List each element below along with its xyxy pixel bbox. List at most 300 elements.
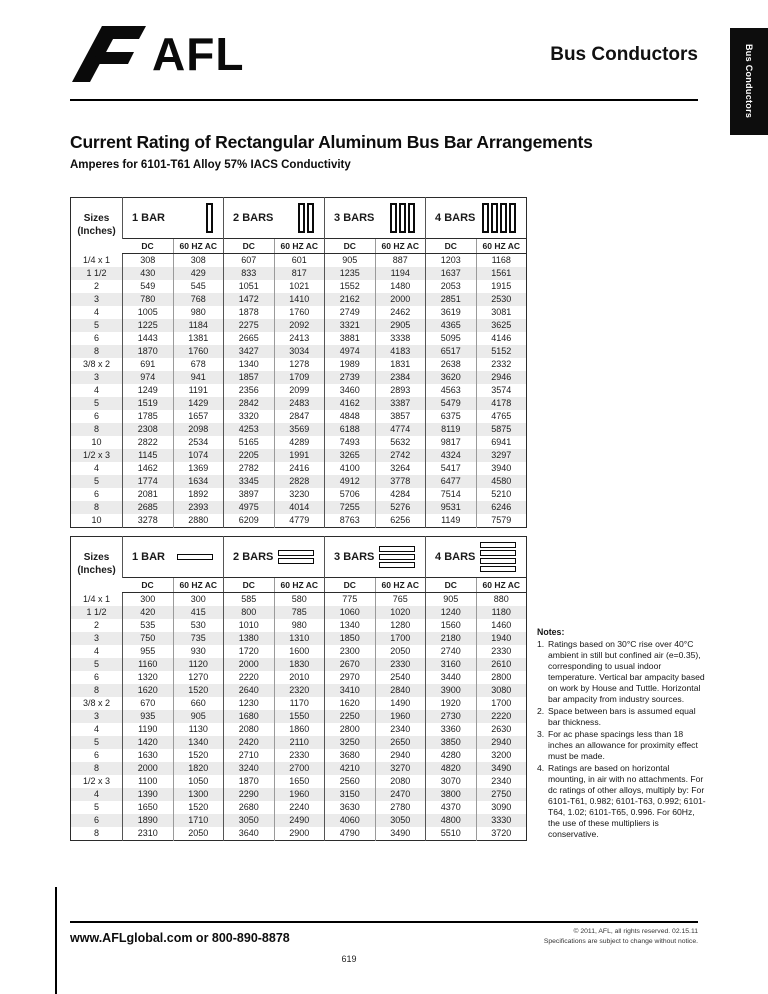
value-cell: 1870 (123, 345, 174, 358)
subcolumn-header: 60 HZ AC (375, 239, 426, 254)
value-cell: 7493 (325, 436, 376, 449)
value-cell: 2332 (476, 358, 527, 371)
value-cell: 980 (274, 619, 325, 632)
bar-shape (278, 558, 314, 564)
value-cell: 3897 (224, 488, 275, 501)
bar-shape (206, 203, 213, 233)
value-cell: 2800 (476, 671, 527, 684)
value-cell: 4253 (224, 423, 275, 436)
bar-group-label: 1 BAR (132, 212, 166, 224)
value-cell: 1050 (173, 775, 224, 788)
value-cell: 3387 (375, 397, 426, 410)
value-cell: 2530 (476, 293, 527, 306)
value-cell: 3410 (325, 684, 376, 697)
value-cell: 1785 (123, 410, 174, 423)
value-cell: 1561 (476, 267, 527, 280)
value-cell: 2638 (426, 358, 477, 371)
value-cell: 833 (224, 267, 275, 280)
value-cell: 1700 (476, 697, 527, 710)
value-cell: 1760 (274, 306, 325, 319)
value-cell: 2010 (274, 671, 325, 684)
value-cell: 1410 (274, 293, 325, 306)
table-row (71, 775, 527, 788)
value-cell: 1989 (325, 358, 376, 371)
bar-shape (298, 203, 305, 233)
size-cell: 3 (93, 294, 99, 304)
side-tab-label: Bus Conductors (744, 44, 754, 119)
value-cell: 5210 (476, 488, 527, 501)
bar-group-inner (426, 198, 526, 238)
value-cell: 1915 (476, 280, 527, 293)
subcolumn-header: 60 HZ AC (476, 239, 527, 254)
size-cell: 6 (93, 489, 99, 499)
value-cell: 2640 (224, 684, 275, 697)
value-cell: 2840 (375, 684, 426, 697)
bar-shape (307, 203, 314, 233)
bar-group-inner (123, 537, 223, 577)
value-cell: 1760 (173, 345, 224, 358)
value-cell: 2110 (274, 736, 325, 749)
value-cell: 955 (123, 645, 174, 658)
subcolumn-header: 60 HZ AC (375, 578, 426, 593)
value-cell: 2413 (274, 332, 325, 345)
value-cell: 3250 (325, 736, 376, 749)
value-cell: 1369 (173, 462, 224, 475)
value-cell: 6188 (325, 423, 376, 436)
value-cell: 735 (173, 632, 224, 645)
value-cell: 2970 (325, 671, 376, 684)
value-cell: 549 (123, 280, 174, 293)
size-cell: 8 (93, 685, 99, 695)
value-cell: 4280 (426, 749, 477, 762)
value-cell: 4790 (325, 827, 376, 841)
bar-shape (480, 558, 516, 564)
value-cell: 2680 (224, 801, 275, 814)
size-cell: 8 (93, 424, 99, 434)
value-cell: 3360 (426, 723, 477, 736)
value-cell: 2940 (476, 736, 527, 749)
bar-group-label: 3 BARS (334, 212, 375, 224)
table-row (71, 684, 527, 697)
value-cell: 4146 (476, 332, 527, 345)
size-cell: 4 (93, 307, 99, 317)
value-cell: 2851 (426, 293, 477, 306)
value-cell: 1550 (274, 710, 325, 723)
table-row (71, 501, 527, 514)
bar-group-label: 1 BAR (132, 551, 166, 563)
value-cell: 2800 (325, 723, 376, 736)
size-cell: 5 (93, 737, 99, 747)
value-cell: 3640 (224, 827, 275, 841)
value-cell: 7255 (325, 501, 376, 514)
value-cell: 2750 (476, 788, 527, 801)
size-cell: 5 (93, 320, 99, 330)
table-row (71, 475, 527, 488)
size-cell: 8 (93, 346, 99, 356)
table-row (71, 449, 527, 462)
value-cell: 430 (123, 267, 174, 280)
value-cell: 1650 (274, 775, 325, 788)
value-cell: 670 (123, 697, 174, 710)
value-cell: 308 (173, 254, 224, 268)
value-cell: 765 (375, 593, 426, 607)
value-cell: 2540 (375, 671, 426, 684)
value-cell: 3150 (325, 788, 376, 801)
value-cell: 2534 (173, 436, 224, 449)
value-cell: 1130 (173, 723, 224, 736)
value-cell: 1100 (123, 775, 174, 788)
value-cell: 5417 (426, 462, 477, 475)
value-cell: 1300 (173, 788, 224, 801)
value-cell: 1180 (476, 606, 527, 619)
value-cell: 2842 (224, 397, 275, 410)
size-cell: 6 (93, 672, 99, 682)
value-cell: 2742 (375, 449, 426, 462)
value-cell: 1620 (123, 684, 174, 697)
value-cell: 1630 (123, 749, 174, 762)
value-cell: 1060 (325, 606, 376, 619)
size-header-line1: Sizes (83, 552, 110, 564)
value-cell: 6209 (224, 514, 275, 528)
table-row (71, 410, 527, 423)
table-row (71, 645, 527, 658)
bar-group-header (123, 537, 224, 578)
page-subtitle: Amperes for 6101-T61 Alloy 57% IACS Conductivity (70, 159, 351, 171)
note-text: For ac phase spacings less than 18 inches an allowance for proximity effect must be made. (548, 729, 698, 762)
value-cell: 1680 (224, 710, 275, 723)
value-cell: 1520 (173, 749, 224, 762)
bar-shape (509, 203, 516, 233)
value-cell: 4580 (476, 475, 527, 488)
table-row (71, 436, 527, 449)
value-cell: 1340 (325, 619, 376, 632)
value-cell: 1203 (426, 254, 477, 268)
value-cell: 4820 (426, 762, 477, 775)
size-cell: 6 (93, 411, 99, 421)
value-cell: 4779 (274, 514, 325, 528)
size-cell: 6 (93, 815, 99, 825)
value-cell: 2650 (375, 736, 426, 749)
note-item (537, 706, 708, 728)
bar-shape (379, 546, 415, 552)
value-cell: 3240 (224, 762, 275, 775)
size-cell: 3/8 x 2 (82, 359, 111, 369)
size-cell: 4 (93, 646, 99, 656)
note-number: 1. (537, 639, 545, 650)
bar-group-inner (224, 198, 324, 238)
value-cell: 1600 (274, 645, 325, 658)
vertical-bars-icon (390, 203, 415, 233)
value-cell: 3034 (274, 345, 325, 358)
value-cell: 4800 (426, 814, 477, 827)
value-cell: 4289 (274, 436, 325, 449)
value-cell: 5632 (375, 436, 426, 449)
value-cell: 3778 (375, 475, 426, 488)
value-cell: 1051 (224, 280, 275, 293)
value-cell: 1960 (274, 788, 325, 801)
value-cell: 905 (173, 710, 224, 723)
value-cell: 930 (173, 645, 224, 658)
value-cell: 1519 (123, 397, 174, 410)
value-cell: 5706 (325, 488, 376, 501)
value-cell: 974 (123, 371, 174, 384)
bar-group-label: 2 BARS (233, 212, 274, 224)
value-cell: 1381 (173, 332, 224, 345)
subcolumn-header: DC (224, 578, 275, 593)
value-cell: 1520 (173, 801, 224, 814)
value-cell: 1472 (224, 293, 275, 306)
horizontal-bars-icon (177, 554, 213, 560)
table-row (71, 762, 527, 775)
value-cell: 1870 (224, 775, 275, 788)
value-cell: 1310 (274, 632, 325, 645)
bar-group-label: 4 BARS (435, 551, 476, 563)
value-cell: 935 (123, 710, 174, 723)
value-cell: 2739 (325, 371, 376, 384)
table-row (71, 736, 527, 749)
value-cell: 2081 (123, 488, 174, 501)
table-row (71, 710, 527, 723)
value-cell: 3070 (426, 775, 477, 788)
table-row (71, 332, 527, 345)
value-cell: 4060 (325, 814, 376, 827)
bar-shape (379, 562, 415, 568)
page-number: 619 (341, 954, 357, 964)
value-cell: 1960 (375, 710, 426, 723)
value-cell: 4912 (325, 475, 376, 488)
value-cell: 1160 (123, 658, 174, 671)
value-cell: 3321 (325, 319, 376, 332)
table-row (71, 371, 527, 384)
value-cell: 2782 (224, 462, 275, 475)
value-cell: 3625 (476, 319, 527, 332)
value-cell: 1184 (173, 319, 224, 332)
side-tab (730, 28, 768, 135)
value-cell: 4848 (325, 410, 376, 423)
note-text: Ratings based on 30°C rise over 40°C ambient in still but confined air (e=0.35), corresponding to usual indoor temperature. Vertical bar ampacity based on work by House and Tuttle. Horizontal bar ampacity from industry sources. (548, 639, 705, 705)
size-cell: 5 (93, 398, 99, 408)
horizontal-bars-icon (278, 550, 314, 564)
value-cell: 1940 (476, 632, 527, 645)
value-cell: 2490 (274, 814, 325, 827)
bar-group-header (426, 198, 527, 239)
value-cell: 2665 (224, 332, 275, 345)
value-cell: 3940 (476, 462, 527, 475)
value-cell: 1010 (224, 619, 275, 632)
value-cell: 2483 (274, 397, 325, 410)
value-cell: 2220 (224, 671, 275, 684)
size-cell: 5 (93, 659, 99, 669)
value-cell: 1235 (325, 267, 376, 280)
value-cell: 1920 (426, 697, 477, 710)
value-cell: 1857 (224, 371, 275, 384)
value-cell: 1520 (173, 684, 224, 697)
size-cell: 10 (91, 437, 102, 447)
disclaimer-text: Specifications are subject to change without notice. (543, 937, 698, 945)
value-cell: 1278 (274, 358, 325, 371)
value-cell: 3569 (274, 423, 325, 436)
size-column-header (71, 537, 123, 593)
table-row (71, 697, 527, 710)
header-divider (70, 99, 698, 101)
size-column-header (71, 198, 123, 254)
bar-group-label: 4 BARS (435, 212, 476, 224)
value-cell: 2356 (224, 384, 275, 397)
size-cell: 1/4 x 1 (82, 254, 111, 265)
bar-shape (408, 203, 415, 233)
value-cell: 3297 (476, 449, 527, 462)
vertical-bars-table (70, 197, 527, 528)
footer-contact: www.AFLglobal.com or 800-890-8878 (70, 931, 290, 945)
rating-table-vertical-bars (70, 197, 527, 528)
subcolumn-header: 60 HZ AC (274, 578, 325, 593)
value-cell: 1270 (173, 671, 224, 684)
vertical-bars-icon (298, 203, 314, 233)
value-cell: 2180 (426, 632, 477, 645)
notes-list (537, 639, 708, 840)
table-row (71, 306, 527, 319)
value-cell: 2220 (476, 710, 527, 723)
bar-shape (390, 203, 397, 233)
value-cell: 3620 (426, 371, 477, 384)
value-cell: 3900 (426, 684, 477, 697)
value-cell: 7579 (476, 514, 527, 528)
size-cell: 6 (93, 333, 99, 343)
note-text: Ratings are based on horizontal mounting, in air with no attachments. For dc ratings of other alloys, multiply by: For 6101-T61, 0.982; 6101-T63, 0.992; 6101-T64, 1.02; 6101-T65, 0.996. For 60Hz, the use of these multipliers is conservative. (548, 763, 706, 840)
horizontal-bars-icon (379, 546, 415, 568)
value-cell: 585 (224, 593, 275, 607)
size-cell: 3 (93, 633, 99, 643)
value-cell: 1380 (224, 632, 275, 645)
value-cell: 3680 (325, 749, 376, 762)
note-number: 2. (537, 706, 545, 717)
value-cell: 1774 (123, 475, 174, 488)
value-cell: 1552 (325, 280, 376, 293)
table-row (71, 658, 527, 671)
value-cell: 3720 (476, 827, 527, 841)
bar-shape (480, 566, 516, 572)
note-text: Space between bars is assumed equal bar thickness. (548, 706, 696, 728)
value-cell: 607 (224, 254, 275, 268)
value-cell: 2685 (123, 501, 174, 514)
value-cell: 1120 (173, 658, 224, 671)
table-row (71, 345, 527, 358)
size-cell: 1/2 x 3 (82, 776, 111, 786)
bar-shape (278, 550, 314, 556)
value-cell: 5510 (426, 827, 477, 841)
subcolumn-header: DC (325, 578, 376, 593)
size-cell: 1 1/2 (86, 607, 107, 617)
value-cell: 2310 (123, 827, 174, 841)
value-cell: 2162 (325, 293, 376, 306)
value-cell: 2050 (173, 827, 224, 841)
bar-group-header (123, 198, 224, 239)
value-cell: 785 (274, 606, 325, 619)
value-cell: 1860 (274, 723, 325, 736)
value-cell: 1720 (224, 645, 275, 658)
value-cell: 1168 (476, 254, 527, 268)
copyright-text: © 2011, AFL, all rights reserved. 02.15.11 (573, 928, 698, 935)
value-cell: 1020 (375, 606, 426, 619)
value-cell: 1650 (123, 801, 174, 814)
table-row (71, 358, 527, 371)
value-cell: 2749 (325, 306, 376, 319)
notes-heading: Notes: (537, 627, 565, 637)
value-cell: 1637 (426, 267, 477, 280)
subcolumn-header: DC (325, 239, 376, 254)
table-row (71, 788, 527, 801)
bar-group-header (426, 537, 527, 578)
bar-group-inner (426, 537, 526, 577)
value-cell: 3460 (325, 384, 376, 397)
value-cell: 775 (325, 593, 376, 607)
value-cell: 5165 (224, 436, 275, 449)
size-cell: 5 (93, 802, 99, 812)
size-cell: 10 (91, 515, 102, 525)
value-cell: 5095 (426, 332, 477, 345)
bar-shape (399, 203, 406, 233)
value-cell: 2610 (476, 658, 527, 671)
size-header-line1: Sizes (83, 213, 110, 225)
value-cell: 2320 (274, 684, 325, 697)
value-cell: 1700 (375, 632, 426, 645)
value-cell: 1460 (476, 619, 527, 632)
vertical-bars-icon (206, 203, 213, 233)
value-cell: 2847 (274, 410, 325, 423)
value-cell: 2700 (274, 762, 325, 775)
value-cell: 3338 (375, 332, 426, 345)
bar-group-inner (123, 198, 223, 238)
subcolumn-header: DC (224, 239, 275, 254)
value-cell: 3574 (476, 384, 527, 397)
value-cell: 2205 (224, 449, 275, 462)
value-cell: 4774 (375, 423, 426, 436)
value-cell: 429 (173, 267, 224, 280)
value-cell: 2330 (476, 645, 527, 658)
subcolumn-header: 60 HZ AC (173, 578, 224, 593)
afl-logo-mark-icon (68, 26, 146, 82)
subcolumn-header: DC (123, 578, 174, 593)
value-cell: 2462 (375, 306, 426, 319)
value-cell: 4183 (375, 345, 426, 358)
note-number: 3. (537, 729, 545, 740)
value-cell: 2308 (123, 423, 174, 436)
value-cell: 9531 (426, 501, 477, 514)
value-cell: 6517 (426, 345, 477, 358)
value-cell: 3490 (476, 762, 527, 775)
value-cell: 4370 (426, 801, 477, 814)
value-cell: 2560 (325, 775, 376, 788)
value-cell: 3320 (224, 410, 275, 423)
value-cell: 530 (173, 619, 224, 632)
table-row (71, 671, 527, 684)
size-cell: 2 (93, 620, 99, 630)
value-cell: 1480 (375, 280, 426, 293)
value-cell: 980 (173, 306, 224, 319)
subcolumn-header: DC (123, 239, 174, 254)
value-cell: 1149 (426, 514, 477, 528)
value-cell: 2050 (375, 645, 426, 658)
bar-shape (500, 203, 507, 233)
value-cell: 2420 (224, 736, 275, 749)
value-cell: 4974 (325, 345, 376, 358)
footer-legal (544, 927, 698, 947)
size-cell: 3 (93, 711, 99, 721)
value-cell: 2275 (224, 319, 275, 332)
note-item (537, 763, 708, 840)
value-cell: 4765 (476, 410, 527, 423)
value-cell: 2828 (274, 475, 325, 488)
